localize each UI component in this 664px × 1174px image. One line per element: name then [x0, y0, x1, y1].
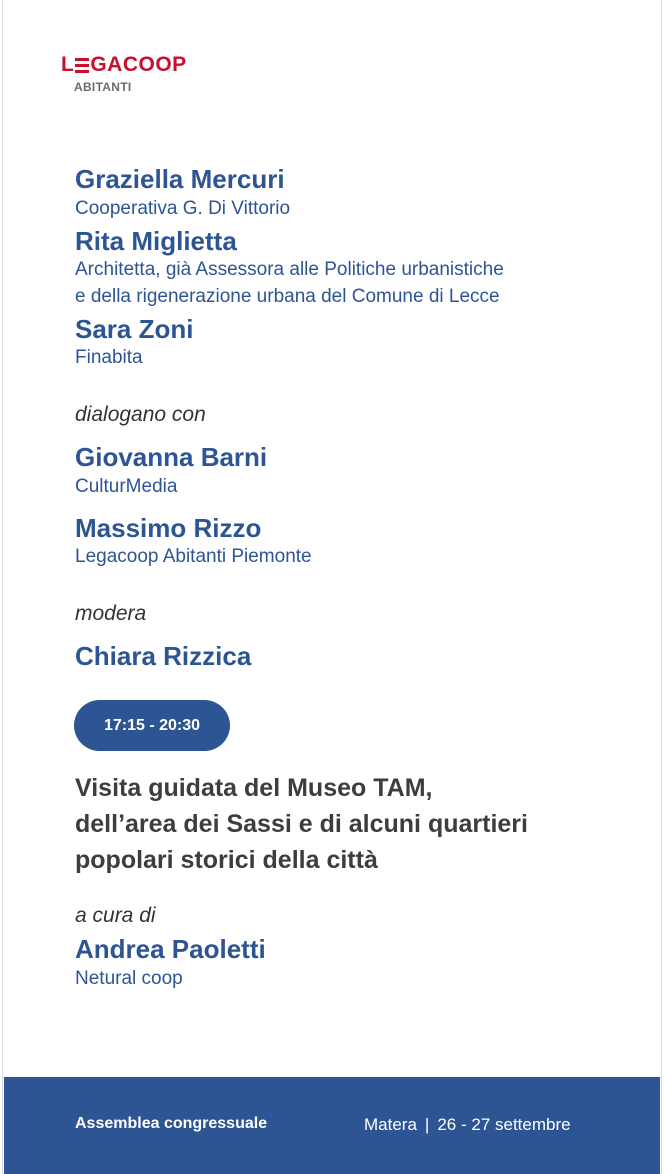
speaker-role: Finabita [75, 347, 143, 368]
session-title [75, 770, 528, 878]
speaker-role: Legacoop Abitanti Piemonte [75, 546, 312, 567]
logo-subtitle: ABITANTI [74, 80, 132, 94]
footer-event-name: Assemblea congressuale [75, 1115, 268, 1132]
logo-text-rest: GACOOP [90, 53, 187, 76]
speaker-name: Rita Miglietta [75, 226, 237, 256]
speaker-role: e della rigenerazione urbana del Comune di Lecce [75, 286, 500, 307]
legacoop-logo [61, 54, 187, 94]
speaker-name: Graziella Mercuri [75, 164, 285, 194]
session-title-line: dell’area dei Sassi e di alcuni quartieri [75, 810, 528, 838]
logo-letter-l: L [61, 53, 75, 76]
session-title-line: Visita guidata del Museo TAM, [75, 774, 433, 802]
speaker-role: Architetta, già Assessora alle Politiche urbanistiche [75, 259, 504, 280]
dialogue-intro: dialogano con [75, 403, 206, 426]
curator-org: Netural coop [75, 968, 183, 989]
logo-e-bars-icon [75, 58, 89, 73]
footer-dates: 26 - 27 settembre [437, 1115, 571, 1134]
speaker-name: Giovanna Barni [75, 442, 268, 472]
logo-wordmark [61, 54, 187, 76]
speaker-name: Massimo Rizzo [75, 513, 262, 543]
curator-name: Andrea Paoletti [75, 934, 266, 964]
moderator-intro: modera [75, 602, 147, 625]
speaker-role: Cooperativa G. Di Vittorio [75, 198, 291, 219]
footer-bar [4, 1077, 660, 1174]
session-title-line: popolari storici della città [75, 846, 378, 874]
speaker-role: CulturMedia [75, 476, 178, 497]
speaker-name: Sara Zoni [75, 314, 194, 344]
session-time-badge: 17:15 - 20:30 [74, 700, 230, 751]
footer-city: Matera [364, 1115, 417, 1134]
moderator-name: Chiara Rizzica [75, 641, 252, 671]
footer-location-dates [364, 1115, 571, 1135]
footer-separator: | [424, 1115, 430, 1134]
curator-intro: a cura di [75, 904, 156, 927]
